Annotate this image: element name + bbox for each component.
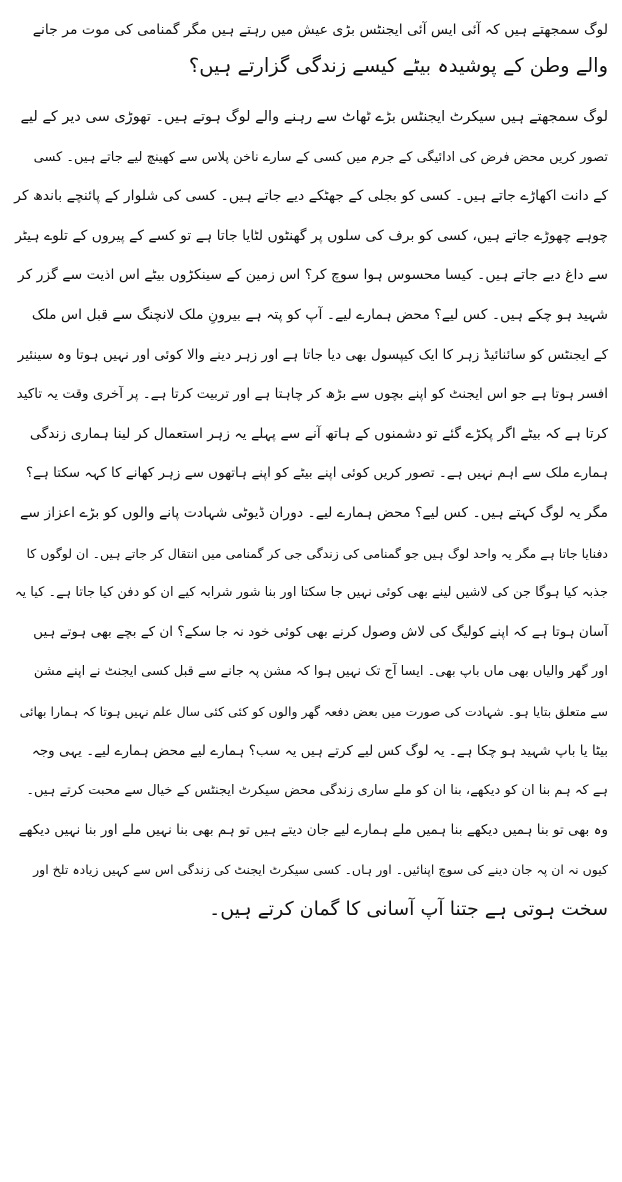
- body-line: سخت ہوتی ہے جتنا آپ آسانی کا گمان کرتے ہیں۔: [209, 897, 608, 920]
- body-line: کرتا ہے کہ بیٹے اگر پکڑے گئے تو دشمنوں کے ہاتھ آنے سے پہلے یہ زہر استعمال کر لینا ہماری زندگی: [29, 425, 608, 442]
- body-line: دفنایا جاتا ہے مگر یہ واحد لوگ ہیں جو گمنامی کی زندگی جی کر گمنامی میں انتقال کر جاتے ہیں۔ ان لوگوں کا: [26, 545, 608, 561]
- body-line: سے متعلق بتایا ہو۔ شہادت کی صورت میں بعض دفعہ گھر والوں کو کئی کئی سال علم نہیں ہوتا کہ ہمارا بھائی: [19, 703, 608, 719]
- body-line: تصور کریں محض فرض کی ادائیگی کے جرم میں کسی کے سارے ناخن پلاس سے کھینچ لیے جاتے ہیں۔ کسی: [33, 149, 608, 165]
- body-line: جذبہ کیا ہوگا جن کی لاشیں لینے بھی کوئی نہیں جا سکتا اور بنا شور شرابہ کیے ان کو دفن کیا جاتا ہے۔ کیا یہ: [14, 585, 608, 601]
- body-line: کیوں نہ ان پہ جان دینے کی سوچ اپنائیں۔ اور ہاں۔ کسی سیکرٹ ایجنٹ کی زندگی اس سے کہیں زیادہ تلخ اور: [33, 862, 608, 878]
- body-line: وہ بھی تو بنا ہمیں دیکھے بنا ہمیں ملے ہمارے لیے جان دیتے ہیں تو ہم بھی بنا نہیں ملے اور بنا نہیں دیکھے: [18, 821, 608, 838]
- body-line: اور گھر والیاں بھی ماں باپ بھی۔ ایسا آج تک نہیں ہوا کہ مشن پہ جانے سے قبل کسی ایجنٹ نے اپنے مشن: [33, 664, 608, 680]
- body-line: چوہے چھوڑے جاتے ہیں، کسی کو برف کی سلوں پر گھنٹوں لٹایا جاتا ہے تو کسے کے پیروں کے تلوے ہیٹر: [15, 227, 608, 244]
- body-line: لوگ سمجھتے ہیں سیکرٹ ایجنٹس بڑے ٹھاٹ سے رہنے والے لوگ ہوتے ہیں۔ تھوڑی سی دیر کے لیے: [20, 109, 608, 125]
- body-line: ہے کہ ہم بنا ان کو دیکھے، بنا ان کو ملے ساری زندگی محض سیکرٹ ایجنٹس کے خیال سے محبت کرتے ہیں۔: [26, 783, 608, 799]
- body-line: آسان ہوتا ہے کہ اپنے کولیگ کی لاش وصول کرنے بھی کوئی خود نہ جا سکے؟ ان کے بچے بھی ہوتے ہیں: [33, 623, 608, 640]
- body-line: شہید ہو چکے ہیں۔ کس لیے؟ محض ہمارے لیے۔ آپ کو پتہ ہے بیرونِ ملک لانچنگ سے قبل اس ملک: [31, 306, 608, 323]
- title-line: لوگ سمجھتے ہیں کہ آئی ایس آئی ایجنٹس بڑی عیش میں رہتے ہیں مگر گمنامی کی موت مر جانے: [32, 22, 608, 38]
- body-line: سے داغ دیے جاتے ہیں۔ کیسا محسوس ہوا سوچ کر؟ اس زمین کے سینکڑوں بیٹے اس اذیت سے گزر کر: [17, 267, 608, 284]
- body-line: افسر ہوتا ہے جو اس ایجنٹ کو اپنے بچوں سے بڑھ کر چاہتا ہے اور تربیت کرتا ہے۔ پر آخری وقت یہ تاکید: [16, 386, 608, 403]
- article-body: [14, 98, 608, 929]
- article-title: [14, 12, 608, 84]
- title-line: والے وطن کے پوشیدہ بیٹے کیسے زندگی گزارتے ہیں؟: [188, 54, 608, 77]
- body-line: کے دانت اکھاڑے جاتے ہیں۔ کسی کو بجلی کے جھٹکے دیے جاتے ہیں۔ کسی کی شلوار کے پائنچے باندھ کر: [14, 188, 608, 205]
- body-line: کے ایجنٹس کو سائنائیڈ زہر کا ایک کیپسول بھی دیا جاتا ہے اور زہر دینے والا کوئی اور نہیں ہوتا وہ سینئیر: [17, 346, 608, 363]
- body-line: بیٹا یا باپ شہید ہو چکا ہے۔ یہ لوگ کس لیے کرتے ہیں یہ سب؟ ہمارے لیے محض ہمارے لیے۔ یہی وجہ: [31, 742, 608, 759]
- body-line: ہمارے ملک سے اہم نہیں ہے۔ تصور کریں کوئی اپنے بیٹے کو اپنے ہاتھوں سے زہر کھانے کا کہہ سکتا ہے؟: [25, 465, 608, 482]
- body-line: مگر یہ لوگ کہتے ہیں۔ کس لیے؟ محض ہمارے لیے۔ دوران ڈیوٹی شہادت پانے والوں کو بڑے اعزاز سے: [20, 504, 608, 521]
